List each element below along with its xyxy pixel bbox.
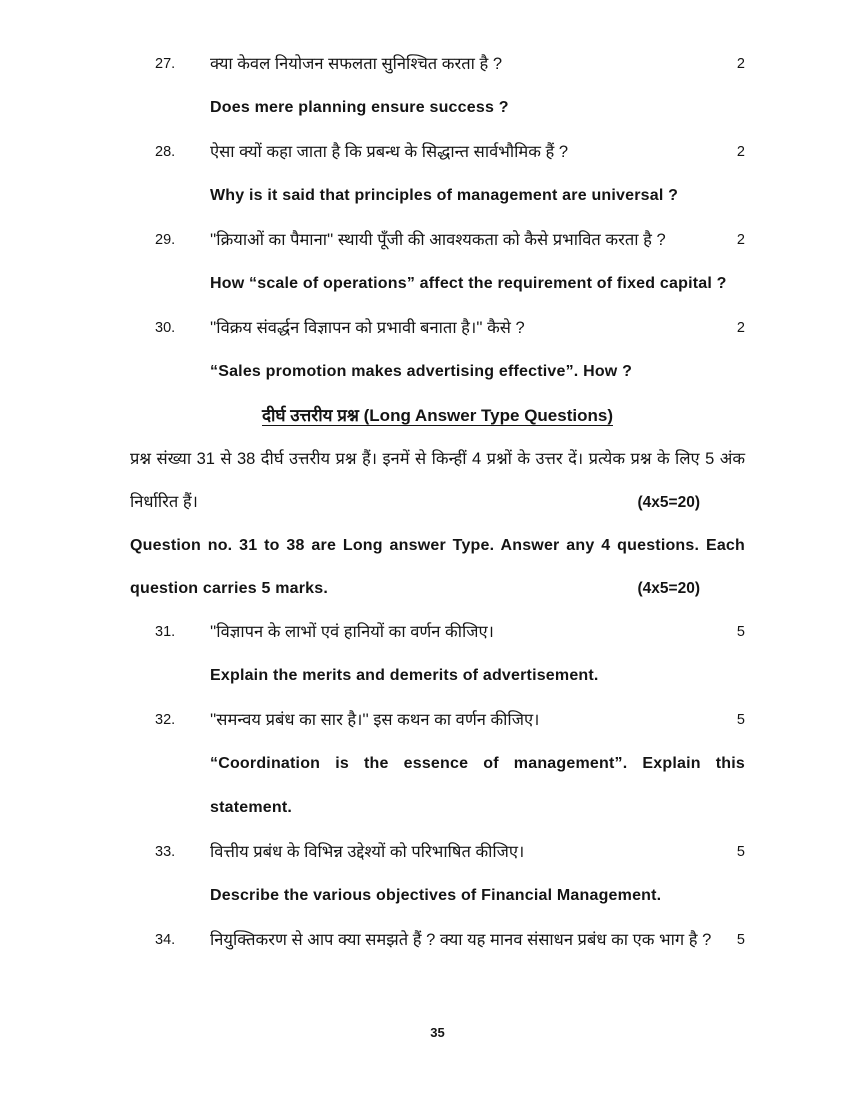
question-27-hindi-line [130, 42, 745, 86]
question-33-marks: 5 [736, 844, 745, 860]
question-31-english-text: Explain the merits and demerits of advertisement. [210, 667, 599, 684]
question-30-hindi-line [130, 306, 745, 350]
question-29-hindi-text: ''क्रियाओं का पैमाना'' स्थायी पूँजी की आवश्यकता को कैसे प्रभावित करता है ? [210, 231, 666, 249]
question-33-hindi-line [130, 830, 745, 874]
instructions-hindi-marks: (4x5=20) [637, 494, 700, 511]
question-30-marks: 2 [736, 320, 745, 336]
question-32-english-text: “Coordination is the essence of management”. Explain this statement. [210, 755, 745, 816]
question-34 [130, 918, 745, 962]
question-28-hindi-text: ऐसा क्यों कहा जाता है कि प्रबन्ध के सिद्धान्त सार्वभौमिक हैं ? [210, 143, 569, 161]
instructions-hindi-text: प्रश्न संख्या 31 से 38 दीर्घ उत्तरीय प्रश्न हैं। इनमें से किन्हीं 4 प्रश्नों के उत्तर दें। प्रत्येक प्रश्न के लिए 5 अंक निर्धारित हैं। [130, 450, 745, 511]
question-29-english-text: How “scale of operations” affect the requirement of fixed capital ? [210, 275, 727, 292]
instructions-english-text: Question no. 31 to 38 are Long answer Type. Answer any 4 questions. Each question carries 5 marks. [130, 537, 745, 597]
question-30-number: 30. [155, 320, 176, 336]
question-29-hindi-line [130, 218, 745, 262]
question-31-marks: 5 [736, 624, 745, 640]
question-31-hindi-text: ''विज्ञापन के लाभों एवं हानियों का वर्णन कीजिए। [210, 623, 494, 641]
question-28-number: 28. [155, 144, 176, 160]
question-27-english-text: Does mere planning ensure success ? [210, 99, 509, 116]
question-31-hindi-line [130, 610, 745, 654]
instructions-english [130, 524, 745, 610]
question-29 [130, 218, 745, 306]
instructions-english-marks: (4x5=20) [637, 580, 700, 597]
question-34-marks: 5 [736, 932, 745, 948]
instructions-hindi [130, 438, 745, 524]
question-32 [130, 698, 745, 830]
question-32-number: 32. [155, 712, 176, 728]
section-heading: दीर्घ उत्तरीय प्रश्न (Long Answer Type Questions) [262, 406, 613, 425]
question-34-number: 34. [155, 932, 176, 948]
question-30-hindi-text: ''विक्रय संवर्द्धन विज्ञापन को प्रभावी बनाता है।'' कैसे ? [210, 319, 525, 337]
question-31 [130, 610, 745, 698]
question-29-number: 29. [155, 232, 176, 248]
question-34-hindi-text: नियुक्तिकरण से आप क्या समझते हैं ? क्या यह मानव संसाधन प्रबंध का एक भाग है ? [210, 931, 712, 949]
question-34-hindi-line [130, 918, 745, 962]
question-33-number: 33. [155, 844, 176, 860]
question-28-marks: 2 [736, 144, 745, 160]
question-27-number: 27. [155, 56, 176, 72]
question-32-marks: 5 [736, 712, 745, 728]
question-29-marks: 2 [736, 232, 745, 248]
question-31-number: 31. [155, 624, 176, 640]
page-number: 35 [430, 1025, 445, 1040]
question-27 [130, 42, 745, 130]
question-33 [130, 830, 745, 918]
question-27-marks: 2 [736, 56, 745, 72]
question-33-english-text: Describe the various objectives of Financial Management. [210, 887, 662, 904]
question-32-hindi-text: ''समन्वय प्रबंध का सार है।'' इस कथन का वर्णन कीजिए। [210, 711, 540, 729]
question-28-english-text: Why is it said that principles of management are universal ? [210, 187, 679, 204]
question-28 [130, 130, 745, 218]
question-32-hindi-line [130, 698, 745, 742]
question-28-hindi-line [130, 130, 745, 174]
question-30-english-text: “Sales promotion makes advertising effective”. How ? [210, 363, 633, 380]
question-33-hindi-text: वित्तीय प्रबंध के विभिन्न उद्देश्यों को परिभाषित कीजिए। [210, 843, 525, 861]
question-27-hindi-text: क्या केवल नियोजन सफलता सुनिश्चित करता है ? [210, 55, 503, 73]
question-30 [130, 306, 745, 394]
